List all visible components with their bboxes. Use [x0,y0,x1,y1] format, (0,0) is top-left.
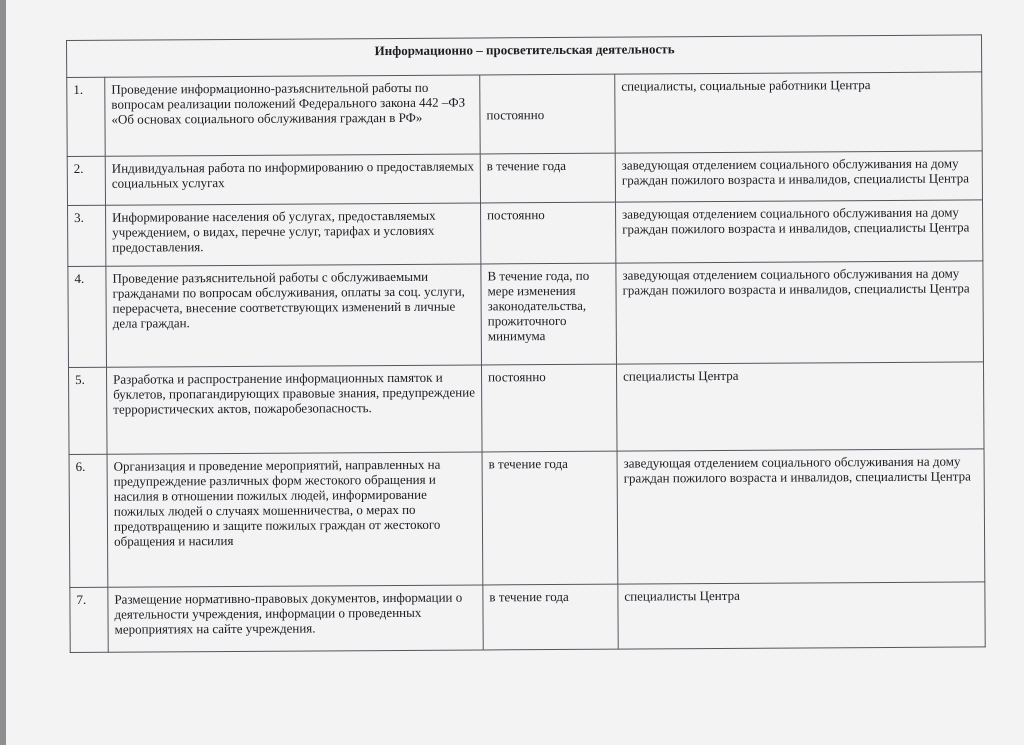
table-row [69,362,985,455]
term-cell: в течение года [483,584,618,650]
row-number: 1. [67,77,105,156]
table-row [67,151,982,206]
table-row [69,449,985,588]
responsible-cell: специалисты Центра [618,582,985,649]
row-number: 2. [67,156,105,205]
term-cell: В течение года, по мере изменения законодательства, прожиточного минимума [481,263,617,365]
scanned-page [6,0,1024,745]
responsible-cell: специалисты, социальные работники Центра [615,72,983,153]
row-number: 5. [69,367,108,454]
responsible-cell: заведующая отделением социального обслуживания на дому граждан пожилого возраста и инвалидов, специалисты Центра [616,200,983,263]
activity-cell: Разработка и распространение информационных памяток и буклетов, пропагандирующих правовые знания, предупреждение террористических актов, пожаробезопасность. [106,365,482,454]
activity-cell: Проведение разъяснительной работы с обслуживаемыми гражданами по вопросам обслуживания, оплаты за соц. услуги, перерасчета, внесение соответствующих изменений в личные дела граждан. [106,264,482,367]
activity-cell: Проведение информационно-разъяснительной работы по вопросам реализации положений Федерального закона 442 –ФЗ «Об основах социального обслуживания граждан в РФ» [105,75,480,156]
activity-cell: Размещение нормативно-правовых документов, информации о деятельности учреждения, информации о проведенных мероприятиях на сайте учреждения. [108,585,483,652]
table-row [68,200,983,267]
term-cell: в течение года [482,451,618,585]
activity-cell: Индивидуальная работа по информированию о предоставляемых социальных услугах [105,154,480,205]
responsible-cell: заведующая отделением социального обслуживания на дому граждан пожилого возраста и инвалидов, специалисты Центра [615,151,982,202]
table-row [70,582,985,653]
term-cell: в течение года [480,153,615,203]
document-table-wrapper [66,34,985,653]
responsible-cell: заведующая отделением социального обслуживания на дому граждан пожилого возраста и инвалидов, специалисты Центра [617,449,985,584]
responsible-cell: заведующая отделением социального обслуживания на дому граждан пожилого возраста и инвалидов, специалисты Центра [616,261,984,364]
row-number: 4. [68,266,107,367]
activity-cell: Организация и проведение мероприятий, направленных на предупреждение различных форм жестокого обращения и насилия в отношении пожилых людей, информирование пожилых людей о случаях мошенничества, о мерах по предотвращению и защите пожилых граждан от жестокого обращения и насилия [107,452,483,587]
table-row [67,72,983,157]
table-row [68,261,984,368]
activity-cell: Информирование населения об услугах, предоставляемых учреждением, о видах, перечне услуг, тарифах и условиях предоставления. [106,203,481,266]
section-title: Информационно – просветительская деятельность [67,35,982,78]
term-cell: постоянно [481,364,617,452]
activity-table [66,34,986,653]
row-number: 3. [68,205,106,266]
term-cell: постоянно [481,202,616,264]
term-cell: постоянно [480,74,615,154]
section-header-row [67,35,982,78]
row-number: 6. [69,454,108,587]
row-number: 7. [70,587,108,652]
responsible-cell: специалисты Центра [616,362,984,451]
